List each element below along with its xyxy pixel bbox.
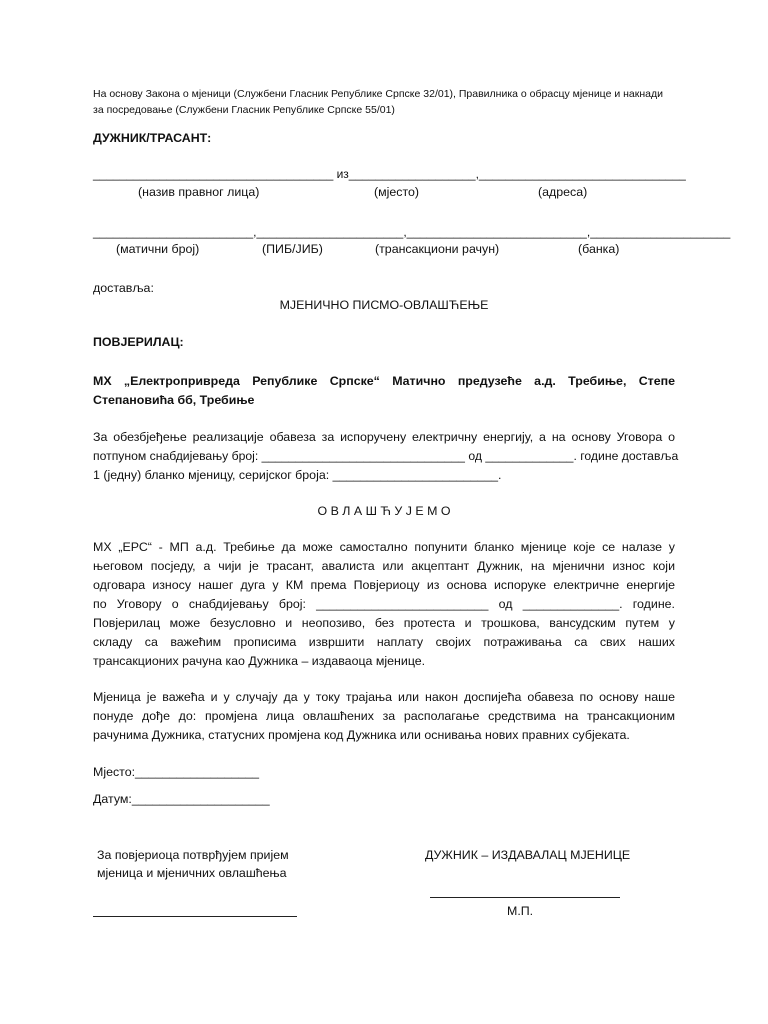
- debtor-heading: ДУЖНИК/ТРАСАНТ:: [93, 131, 212, 145]
- header-line-1: На основу Закона о мјеници (Службени Гласник Републике Српске 32/01), Правилника о обрасцу мјенице и накнади: [93, 88, 663, 100]
- creditor-heading: ПОВЈЕРИЛАЦ:: [93, 335, 184, 349]
- para2-line-7: трансакционих рачуна као Дужника – издаваоца мјенице.: [93, 654, 426, 668]
- creditor-signature-line: [93, 916, 297, 917]
- label-legal-entity-name: (назив правног лица): [138, 185, 260, 199]
- label-bank-account: (трансакциони рачун): [375, 242, 500, 256]
- para2-line-3: одговара износу нашег дуга у КМ према Повјериоцу из основа испоруке електричне енергије: [93, 578, 675, 592]
- delivers-text: доставља:: [93, 281, 154, 295]
- stamp-placeholder-mp: М.П.: [507, 904, 534, 918]
- creditor-receipt-line-1: За повјериоца потврђујем пријем: [97, 848, 289, 862]
- label-registration-number: (матични број): [116, 242, 200, 256]
- authorize-heading: О В Л А Ш Ћ У Ј Е М О: [317, 504, 451, 518]
- para3-line-2: понуде дође до: промјена лица овлашћених за располагање средствима на трансакционим: [93, 709, 675, 723]
- debtor-issuer-title: ДУЖНИК – ИЗДАВАЛАЦ МЈЕНИЦЕ: [425, 848, 631, 862]
- para3-line-1: Мјеница је важећа и у случају да у току трајања или након доспијећа обавеза по основу наше: [93, 690, 675, 704]
- para3-line-3: рачунима Дужника, статусних промјена код Дужника или оснивања нових правних субјеката.: [93, 728, 630, 742]
- label-address: (адреса): [538, 185, 588, 199]
- letter-title: МЈЕНИЧНО ПИСМО-ОВЛАШЋЕЊЕ: [279, 298, 489, 312]
- para1-line-3: 1 (једну) бланко мјеницу, серијског броја: ________________________.: [93, 468, 502, 482]
- para2-line-2: његовом посједу, а чији је трасант, авалиста или акцептант Дужник, на мјенични износ који: [93, 559, 675, 573]
- label-bank: (банка): [578, 242, 620, 256]
- label-tax-id: (ПИБ/ЈИБ): [262, 242, 323, 256]
- place-field: Мјесто:__________________: [93, 765, 260, 779]
- label-place: (мјесто): [374, 185, 420, 199]
- header-line-2: за посредовање (Службени Гласник Републике Српске 55/01): [93, 104, 395, 116]
- creditor-name-line-1: МХ „Електропривреда Републике Српске“ Матично предузеће а.д. Требиње, Степе: [93, 374, 675, 388]
- debtor-row-2: ________________________,______________________,___________________________,_____________________: [93, 225, 731, 239]
- para2-line-6: складу са важећим прописима извршити наплату својих потраживања са свих наших: [93, 635, 675, 649]
- para2-line-1: МХ „ЕРС“ - МП а.д. Требиње да може самостално попунити бланко мјенице које се налазе у: [93, 540, 675, 554]
- creditor-receipt-line-2: мјеница и мјеничних овлашћења: [97, 866, 287, 880]
- para2-line-5: Повјерилац може безусловно и неопозиво, без протеста и трошкова, вансудским путем у: [93, 616, 675, 630]
- date-field: Датум:____________________: [93, 792, 270, 806]
- para1-line-2: потпуном снабдијевању број: ______________________________ од _____________. године доставља: [93, 449, 679, 463]
- creditor-name-line-2: Степановића бб, Требиње: [93, 393, 255, 407]
- para1-line-1: За обезбјеђење реализације обавеза за испоручену електричну енергију, а на основу Уговора о: [93, 430, 675, 444]
- debtor-row-1: ____________________________________ из___________________,_______________________________: [93, 167, 686, 181]
- para2-line-4: по Уговору о снабдијевању број: _________________________ од ______________. године.: [93, 597, 675, 611]
- debtor-signature-line: [430, 897, 620, 898]
